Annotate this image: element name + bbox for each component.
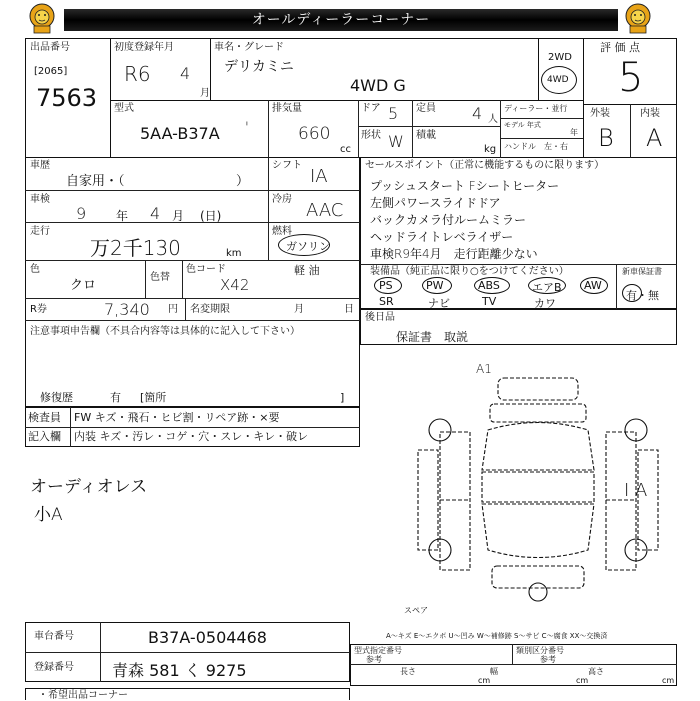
expiry-month-unit: 月 (294, 304, 304, 315)
equip-pw: PW (426, 279, 444, 292)
sales-point-2: 左側パワースライドドア (370, 196, 501, 210)
capacity-label: 定員 (416, 103, 436, 114)
model-code: 5AA-B37A (140, 124, 220, 143)
fuel-alt: 軽 油 (294, 264, 320, 277)
equip-aw: AW (584, 279, 602, 292)
mileage-value: 万2千130 (90, 236, 181, 260)
height-label: 高さ (588, 667, 604, 676)
inspector-label: 検査員 (28, 411, 61, 424)
usage-label: 車歴 (30, 160, 50, 171)
sales-point-1: プッシュスタート Fシートヒーター (370, 179, 560, 193)
inspection-day-unit: (日) (200, 209, 222, 223)
lot-number: 7563 (36, 84, 98, 112)
manual-label: 新車保証書 (622, 267, 662, 276)
notes-label: 注意事項申告欄（不具合内容等は具体的に記入して下さい） (30, 326, 300, 337)
color-change-label: 色替 (150, 272, 170, 283)
spare-label: スペア (404, 606, 428, 615)
height-unit: cm (662, 676, 675, 685)
lot-sub-number: [2065] (34, 66, 68, 77)
shift-value: IA (310, 166, 328, 187)
car-name-label: 車名・グレード (214, 42, 284, 53)
model-label: 型式 (114, 103, 134, 114)
handle-options: 左・右 (544, 142, 568, 151)
recycle-label: R券 (30, 304, 47, 315)
exterior-score: B (598, 124, 614, 152)
registration-label: 初度登録年月 (114, 42, 174, 53)
equipment-label: 装備品（純正品に限り○をつけてください） (370, 266, 569, 277)
type-designation-label: 型式指定番号 (354, 646, 402, 655)
shift-label: シフト (272, 160, 302, 171)
color-label: 色 (30, 264, 40, 275)
inspection-label: 車検 (30, 194, 50, 205)
color-code-label: 色コード (186, 264, 226, 275)
inspection-year-unit: 年 (116, 209, 129, 223)
memo-line-1: オーディオレス (30, 477, 148, 497)
2wd-label: 2WD (548, 52, 572, 63)
exterior-label: 外装 (590, 108, 610, 119)
displacement-value: 660 (298, 124, 331, 144)
fuel-value: ガソリン (286, 240, 330, 253)
top-info-frame (25, 38, 677, 158)
category-ref-label: 参考 (540, 655, 556, 664)
usage-close: ） (236, 174, 250, 189)
damage-mark-right: I A (624, 480, 648, 501)
interior-check-row: 内装 キズ・汚レ・コゲ・穴・スレ・キレ・破レ (74, 430, 309, 443)
displacement-label: 排気量 (272, 103, 302, 114)
recycle-value: 7,340 (104, 300, 150, 319)
inspection-year: 9 (76, 204, 87, 223)
footer-text: ・希望出品コーナー (38, 690, 128, 701)
4wd-option: 4WD (547, 75, 569, 85)
year-unit: 年 (570, 128, 578, 137)
recycle-unit: 円 (168, 304, 178, 315)
after-items-label: 後日品 (365, 312, 395, 323)
doors-value: 5 (388, 104, 399, 123)
sales-point-3: バックカメラ付ルームミラー (370, 213, 527, 227)
sales-point-4: ヘッドライトレベライザー (370, 230, 514, 244)
width-label: 幅 (490, 667, 498, 676)
type-ref-label: 参考 (366, 655, 382, 664)
registration-era: R6 (124, 62, 151, 86)
shape-value: W (388, 132, 404, 151)
score-label: 評 価 点 (600, 41, 640, 54)
plate-number: 青森 581 く 9275 (112, 661, 247, 680)
equip-sr: SR (379, 295, 394, 308)
lot-number-label: 出品番号 (30, 42, 70, 53)
mileage-unit: km (226, 248, 242, 259)
equip-airbag: エアB (532, 281, 562, 294)
plate-label: 登録番号 (34, 662, 74, 673)
registration-month: 4 (180, 64, 191, 83)
aircon-label: 冷房 (272, 194, 292, 205)
doors-label: ドア (361, 103, 381, 114)
lion-mascot-icon (22, 2, 62, 34)
inspector-entry-label: 記入欄 (28, 430, 61, 443)
equip-ps: PS (379, 279, 393, 292)
manual-value: 有・無 (626, 289, 659, 302)
sales-points-label: セールスポイント（正常に機能するものに限ります） (365, 160, 605, 171)
damage-legend: A～キズ E～エクボ U～凹み W～補修跡 S～サビ C～腐食 XX～交換済 (386, 632, 608, 640)
interior-score: A (646, 124, 663, 152)
length-unit: cm (478, 676, 491, 685)
damage-mark-front: A1 (476, 362, 492, 376)
category-label: 類別区分番号 (516, 646, 564, 655)
capacity-unit: 人 (488, 114, 498, 125)
interior-label: 内装 (640, 108, 660, 119)
model-tick: ' (245, 120, 249, 136)
repair-close: ] (340, 391, 345, 404)
load-label: 積載 (416, 130, 436, 141)
name-change-label: 名変期限 (190, 304, 230, 315)
registration-month-unit: 月 (200, 88, 210, 99)
handle-label: ハンドル (504, 142, 536, 151)
shape-label: 形状 (361, 130, 381, 141)
equip-abs: ABS (478, 279, 500, 292)
usage-value: 自家用・（ (66, 174, 125, 189)
width-unit: cm (576, 676, 589, 685)
sales-point-5: 車検R9年4月 走行距離少ない (370, 247, 538, 261)
displacement-unit: cc (340, 144, 351, 155)
color-code: X42 (220, 276, 250, 294)
equip-navi: ナビ (428, 297, 450, 310)
after-items-value: 保証書 取説 (396, 330, 469, 344)
fw-check-row: FW キズ・飛石・ヒビ割・リペア跡・×要 (74, 411, 280, 424)
sheet-title: オールディーラーコーナー (64, 9, 618, 31)
chassis-number: B37A-0504468 (148, 628, 267, 647)
color-value: クロ (70, 278, 97, 293)
model-year-label: モデル 年式 (504, 121, 541, 129)
fuel-label: 燃料 (272, 226, 292, 237)
equip-leather: カワ (534, 297, 556, 310)
memo-line-2: 小A (34, 505, 63, 525)
car-grade: 4WD G (350, 76, 406, 95)
repair-place: [箇所 (140, 391, 167, 404)
mileage-label: 走行 (30, 226, 50, 237)
chassis-label: 車台番号 (34, 631, 74, 642)
aircon-value: AAC (306, 200, 344, 221)
equip-tv: TV (482, 295, 497, 308)
overall-score: 5 (618, 55, 644, 101)
repair-label: 修復歴 (40, 391, 73, 404)
dealer-label: ディーラー・並行 (504, 104, 568, 113)
car-name: デリカミニ (224, 59, 294, 75)
inspection-month-unit: 月 (172, 209, 185, 223)
capacity-value: 4 (472, 104, 483, 123)
expiry-day-unit: 日 (344, 304, 354, 315)
length-label: 長さ (400, 667, 416, 676)
lion-mascot-icon (618, 2, 658, 34)
repair-value: 有 (110, 391, 121, 404)
inspection-month: 4 (150, 204, 161, 223)
load-unit: kg (484, 144, 497, 155)
